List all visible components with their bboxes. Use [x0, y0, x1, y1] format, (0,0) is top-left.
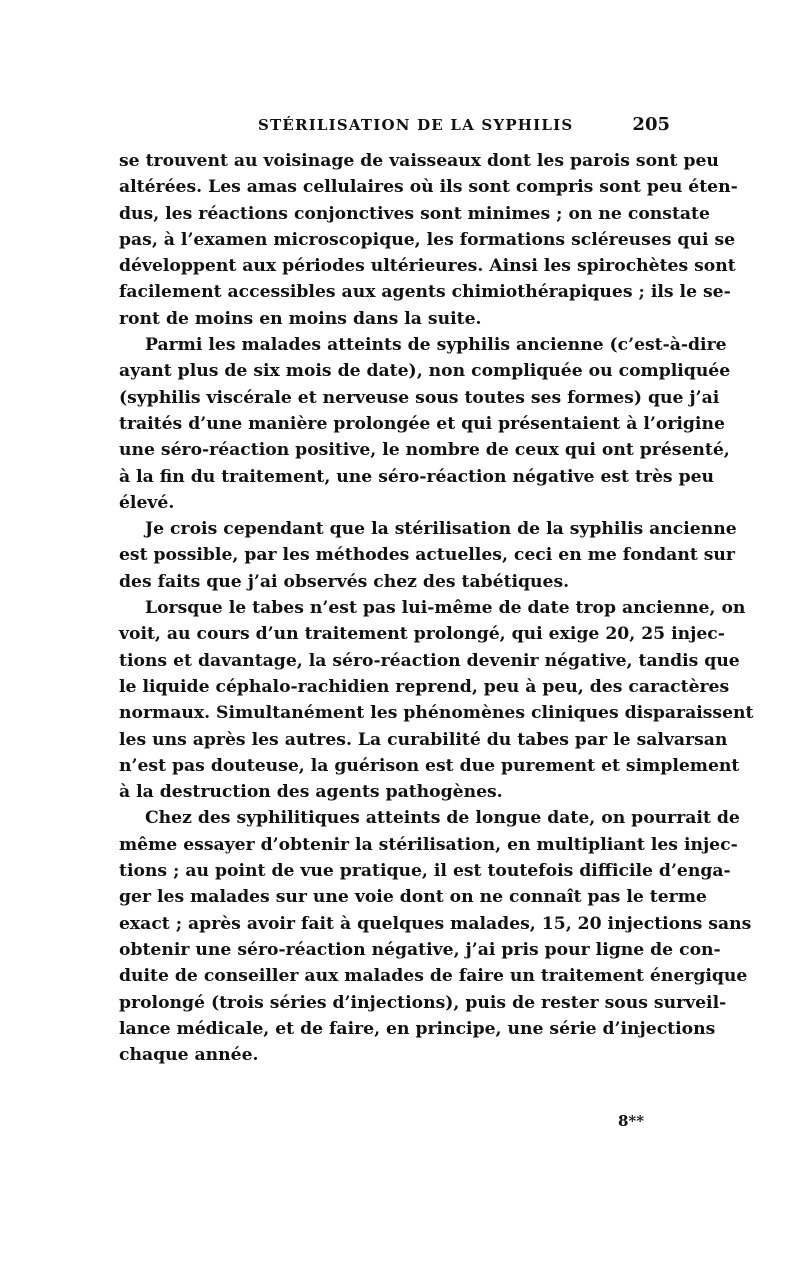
text-line: les uns après les autres. La curabilité du tabes par le salvarsan [119, 729, 728, 750]
text-line: obtenir une séro-réaction négative, j’ai pris pour ligne de con- [119, 939, 721, 960]
page-header [118, 116, 680, 138]
text-line: n’est pas douteuse, la guérison est due purement et simplement [119, 755, 740, 776]
paragraph [119, 805, 752, 1068]
text-line: même essayer d’obtenir la stérilisation, en multipliant les injec- [119, 834, 738, 855]
text-line: facilement accessibles aux agents chimiothérapiques ; ils le se- [119, 282, 731, 303]
text-line: tions et davantage, la séro-réaction devenir négative, tandis que [119, 650, 740, 671]
text-line: traités d’une manière prolongée et qui présentaient à l’origine [119, 413, 725, 434]
text-line: tions ; au point de vue pratique, il est toutefois difficile d’enga- [119, 861, 731, 882]
text-line: duite de conseiller aux malades de faire un traitement énergique [119, 966, 748, 987]
text-line: se trouvent au voisinage de vaisseaux dont les parois sont peu [119, 151, 719, 171]
paragraph [119, 516, 737, 595]
running-title: STÉRILISATION DE LA SYPHILIS [258, 116, 574, 134]
text-line: dus, les réactions conjonctives sont minimes ; on ne constate [119, 203, 710, 224]
paragraph [119, 148, 738, 332]
text-line: développent aux périodes ultérieures. Ainsi les spirochètes sont [119, 256, 736, 277]
text-line: des faits que j’ai observés chez des tabétiques. [119, 571, 570, 592]
text-line: exact ; après avoir fait à quelques malades, 15, 20 injections sans [119, 913, 752, 934]
text-line: le liquide céphalo-rachidien reprend, peu à peu, des caractères [119, 676, 730, 697]
text-line: ger les malades sur une voie dont on ne connaît pas le terme [119, 887, 707, 908]
text-line: une séro-réaction positive, le nombre de ceux qui ont présenté, [119, 440, 730, 461]
text-line: Chez des syphilitiques atteints de longue date, on pourrait de [145, 808, 740, 829]
text-line: prolongé (trois séries d’injections), puis de rester sous surveil- [119, 992, 727, 1013]
text-line: chaque année. [119, 1045, 259, 1066]
signature-mark: 8** [618, 1112, 645, 1130]
text-line: Je crois cependant que la stérilisation de la syphilis ancienne [145, 519, 737, 540]
page-number: 205 [632, 114, 670, 135]
text-line: ayant plus de six mois de date), non compliquée ou compliquée [119, 361, 731, 382]
paragraph [119, 332, 731, 516]
text-line: altérées. Les amas cellulaires où ils sont compris sont peu éten- [119, 177, 738, 198]
text-line: normaux. Simultanément les phénomènes cliniques disparaissent [119, 703, 754, 724]
paragraph [119, 595, 754, 805]
text-line: Lorsque le tabes n’est pas lui-même de date trop ancienne, on [145, 598, 746, 619]
body-text [119, 148, 754, 1068]
text-line: pas, à l’examen microscopique, les formations scléreuses qui se [119, 229, 736, 250]
text-line: est possible, par les méthodes actuelles, ceci en me fondant sur [119, 545, 735, 566]
text-line: à la fin du traitement, une séro-réaction négative est très peu [119, 466, 715, 487]
text-line: (syphilis viscérale et nerveuse sous toutes ses formes) que j’ai [119, 387, 720, 408]
text-line: ront de moins en moins dans la suite. [119, 308, 482, 329]
text-line: voit, au cours d’un traitement prolongé, qui exige 20, 25 injec- [119, 624, 725, 645]
text-line: Parmi les malades atteints de syphilis ancienne (c’est-à-dire [145, 335, 727, 356]
text-line: à la destruction des agents pathogènes. [119, 782, 503, 803]
text-line: lance médicale, et de faire, en principe, une série d’injections [119, 1018, 716, 1039]
text-line: élevé. [119, 492, 175, 513]
